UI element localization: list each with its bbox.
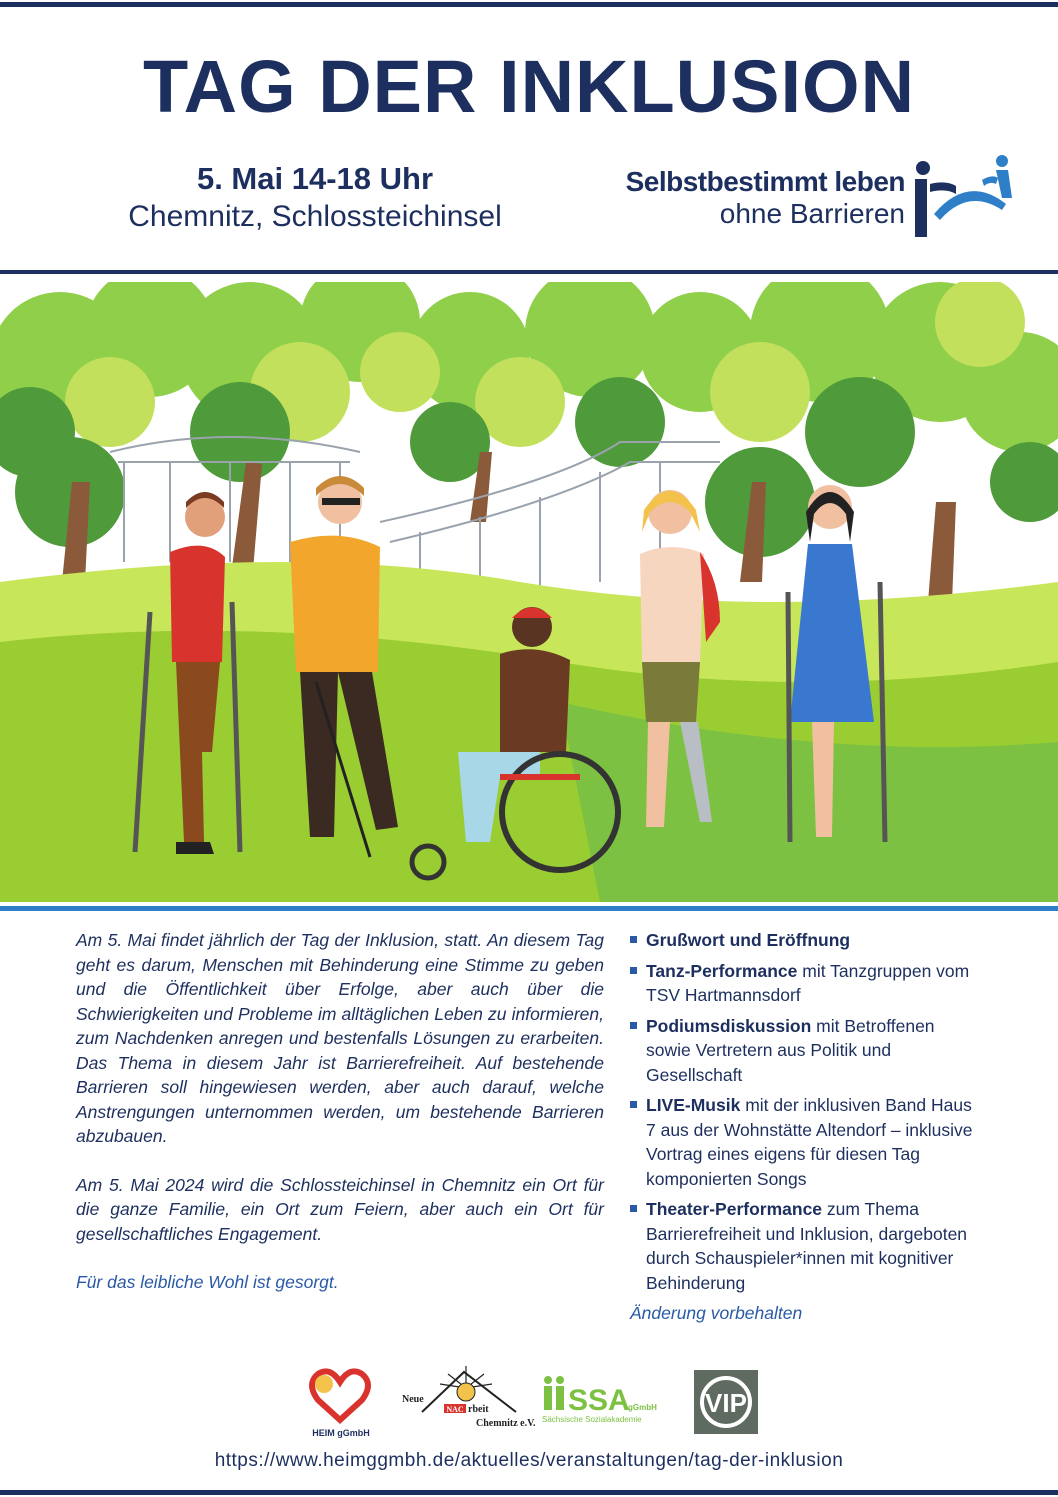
program-note: Änderung vorbehalten bbox=[630, 1303, 803, 1323]
header-rule bbox=[0, 270, 1058, 274]
ssa-logo-text: SSA bbox=[568, 1384, 630, 1417]
program-item-title: Theater-Performance bbox=[646, 1199, 823, 1219]
event-date: 5. Mai 14-18 Uhr bbox=[196, 161, 434, 196]
motto-line-2: ohne Barrieren bbox=[719, 198, 905, 229]
nac-logo-icon bbox=[402, 1366, 536, 1429]
program-item-text: mit Tanzgruppen vom TSV Hartmannsdorf bbox=[646, 960, 970, 1005]
motto-line-1: Selbstbestimmt leben bbox=[625, 166, 905, 197]
barrier-free-logo-icon bbox=[906, 154, 1021, 240]
program-item-text: mit der inklusiven Band Haus 7 aus der Wohnstätte Altendorf – inklusive Vortrag eines eigens für diesen Tag komponierten Songs bbox=[646, 1095, 973, 1189]
intro-text bbox=[76, 928, 604, 1319]
program-item-title: Podiumsdiskussion bbox=[646, 1015, 812, 1036]
program-item-text: mit Betroffenen sowie Vertretern aus Politik und Gesellschaft bbox=[646, 1015, 935, 1085]
footer-url: https://www.heimggmbh.de/aktuelles/veranstaltungen/tag-der-inklusion bbox=[214, 1450, 844, 1471]
program-item-text: zum Thema Barrierefreiheit und Inklusion, dargeboten durch Schauspieler*innen mit kognitiver Behinderung bbox=[646, 1199, 968, 1293]
program-list bbox=[630, 928, 980, 1326]
catering-note: Für das leibliche Wohl ist gesorgt. bbox=[76, 1272, 339, 1292]
program-item bbox=[630, 1014, 980, 1088]
ssa-logo-icon bbox=[542, 1376, 657, 1424]
page-title: TAG DER INKLUSION bbox=[142, 45, 916, 128]
bottom-rule bbox=[0, 1490, 1058, 1495]
program-item-title: Grußwort und Eröffnung bbox=[646, 930, 851, 950]
intro-paragraph-2: Am 5. Mai 2024 wird die Schlossteichinsel in Chemnitz ein Ort für die ganze Familie, ein Ort zum Feiern, aber auch ein Ort für gesellschaftliches Engagement. bbox=[76, 1174, 604, 1244]
vip-logo-text: VIP bbox=[705, 1388, 747, 1418]
vip-logo-icon bbox=[694, 1370, 758, 1434]
top-rule bbox=[0, 2, 1058, 7]
program-item bbox=[630, 928, 980, 953]
program-item bbox=[630, 1197, 980, 1295]
event-info bbox=[100, 160, 530, 236]
motto bbox=[560, 166, 905, 230]
heim-logo-text: HEIM gGmbH bbox=[312, 1428, 370, 1438]
event-place: Chemnitz, Schlossteichinsel bbox=[128, 200, 502, 233]
intro-paragraph-1: Am 5. Mai findet jährlich der Tag der Inklusion, statt. An diesem Tag geht es darum, Menschen mit Behinderung eine Stimme zu geben und die Öffentlichkeit über Erfolge, aber auch über die Schwierigkeiten und Probleme im alltäglichen Leben zu informieren, zum Nachdenken anregen und bestenfalls Lösungen zu erarbeiten. Das Thema in diesem Jahr ist Barrierefreiheit. Auf bestehende Barrieren soll hingewiesen werden, aber auch darauf, welche Anstrengungen unternommen werden, um bestehende Barrieren abzubauen. bbox=[76, 930, 604, 1146]
program-item bbox=[630, 959, 980, 1008]
nac-logo-neue: Neue bbox=[402, 1394, 424, 1405]
nac-logo-arbeit: rbeit bbox=[468, 1404, 489, 1415]
ssa-logo-suffix: gGmbH bbox=[628, 1403, 657, 1412]
park-illustration bbox=[0, 282, 1058, 902]
ssa-logo-sub: Sächsische Sozialakademie bbox=[542, 1415, 642, 1424]
heim-logo-icon bbox=[312, 1371, 370, 1438]
nac-logo-mark: NAC bbox=[446, 1405, 464, 1414]
program-item-title: Tanz-Performance bbox=[646, 960, 798, 981]
program-item-title: LIVE-Musik bbox=[646, 1095, 741, 1115]
section-divider bbox=[0, 906, 1058, 911]
nac-logo-city: Chemnitz e.V. bbox=[476, 1418, 536, 1429]
program-item bbox=[630, 1093, 980, 1191]
partner-logos bbox=[0, 1362, 1058, 1442]
